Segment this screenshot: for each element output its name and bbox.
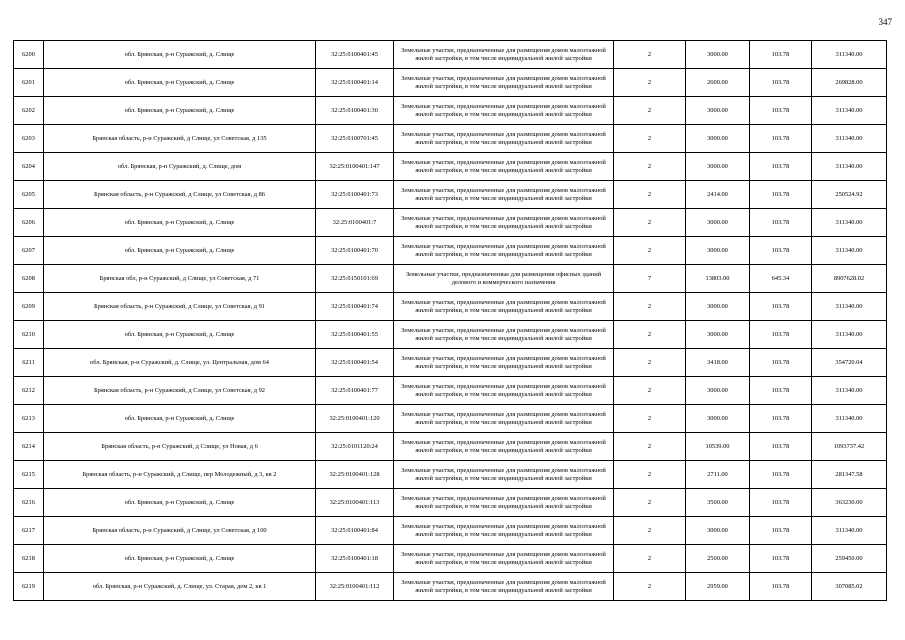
row-number: 6209 (14, 293, 44, 321)
group-cell: 2 (614, 41, 686, 69)
land-use-cell: Земельные участки, предназначенные для размещения домов малоэтажной жилой застройки, в том числе индивидуальной жилой застройки (394, 181, 614, 209)
table-row (14, 573, 887, 601)
address-cell: обл. Брянская, р-н Суражский, д. Слище (44, 489, 316, 517)
group-cell: 2 (614, 461, 686, 489)
group-cell: 2 (614, 321, 686, 349)
row-number: 6214 (14, 433, 44, 461)
specific-value-cell: 103.78 (750, 321, 812, 349)
cadastral-number-cell: 32:25:0100401:113 (316, 489, 394, 517)
address-cell: обл. Брянская, р-н Суражский, д. Слище (44, 97, 316, 125)
cadastral-number-cell: 32:25:0100401:30 (316, 97, 394, 125)
cadastral-value-cell: 311340.00 (812, 41, 887, 69)
land-use-cell: Земельные участки, предназначенные для размещения домов малоэтажной жилой застройки, в том числе индивидуальной жилой застройки (394, 377, 614, 405)
land-use-cell: Земельные участки, предназначенные для размещения домов малоэтажной жилой застройки, в том числе индивидуальной жилой застройки (394, 209, 614, 237)
row-number: 6207 (14, 237, 44, 265)
area-cell: 3000.00 (686, 293, 750, 321)
table-row (14, 461, 887, 489)
cadastral-number-cell: 32:25:0100401:73 (316, 181, 394, 209)
table-row (14, 209, 887, 237)
cadastral-value-cell: 311340.00 (812, 209, 887, 237)
address-cell: Брянская область, р-н Суражский, д Слище, ул Советская, д 92 (44, 377, 316, 405)
cadastral-number-cell: 32:25:0100401:45 (316, 41, 394, 69)
specific-value-cell: 103.78 (750, 237, 812, 265)
cadastral-number-cell: 32:25:0100701:45 (316, 125, 394, 153)
land-use-cell: Земельные участки, предназначенные для размещения домов малоэтажной жилой застройки, в том числе индивидуальной жилой застройки (394, 293, 614, 321)
land-use-cell: Земельные участки, предназначенные для размещения домов малоэтажной жилой застройки, в том числе индивидуальной жилой застройки (394, 69, 614, 97)
table-row (14, 69, 887, 97)
cadastral-value-cell: 311340.00 (812, 321, 887, 349)
area-cell: 13803.00 (686, 265, 750, 293)
cadastral-value-table (13, 40, 887, 601)
specific-value-cell: 103.78 (750, 97, 812, 125)
address-cell: обл. Брянская, р-н Суражский, д. Слище, ул. Старая, дом 2, кв 1 (44, 573, 316, 601)
table-row (14, 377, 887, 405)
land-use-cell: Земельные участки, предназначенные для размещения домов малоэтажной жилой застройки, в том числе индивидуальной жилой застройки (394, 573, 614, 601)
area-cell: 3000.00 (686, 97, 750, 125)
specific-value-cell: 645.34 (750, 265, 812, 293)
specific-value-cell: 103.78 (750, 125, 812, 153)
land-use-cell: Земельные участки, предназначенные для размещения домов малоэтажной жилой застройки, в том числе индивидуальной жилой застройки (394, 321, 614, 349)
address-cell: Брянская область, р-н Суражский, д Слище, ул Новая, д 6 (44, 433, 316, 461)
row-number: 6217 (14, 517, 44, 545)
specific-value-cell: 103.78 (750, 461, 812, 489)
table-row (14, 237, 887, 265)
row-number: 6200 (14, 41, 44, 69)
cadastral-value-cell: 311340.00 (812, 405, 887, 433)
address-cell: Брянская область, р-н Суражский, д Слище, ул Советская, д 91 (44, 293, 316, 321)
cadastral-value-cell: 311340.00 (812, 293, 887, 321)
area-cell: 3000.00 (686, 209, 750, 237)
cadastral-number-cell: 32:25:0100401:70 (316, 237, 394, 265)
group-cell: 7 (614, 265, 686, 293)
cadastral-number-cell: 32:25:0100401:74 (316, 293, 394, 321)
land-use-cell: Земельные участки, предназначенные для размещения домов малоэтажной жилой застройки, в том числе индивидуальной жилой застройки (394, 153, 614, 181)
land-use-cell: Земельные участки, предназначенные для размещения домов малоэтажной жилой застройки, в том числе индивидуальной жилой застройки (394, 545, 614, 573)
specific-value-cell: 103.78 (750, 489, 812, 517)
area-cell: 3000.00 (686, 321, 750, 349)
group-cell: 2 (614, 377, 686, 405)
row-number: 6208 (14, 265, 44, 293)
group-cell: 2 (614, 489, 686, 517)
cadastral-value-cell: 269828.00 (812, 69, 887, 97)
table-row (14, 41, 887, 69)
group-cell: 2 (614, 181, 686, 209)
specific-value-cell: 103.78 (750, 545, 812, 573)
address-cell: Брянская область, р-н Суражский, д Слище, пер Молодежный, д 3, кв 2 (44, 461, 316, 489)
area-cell: 2414.00 (686, 181, 750, 209)
cadastral-value-cell: 311340.00 (812, 377, 887, 405)
row-number: 6215 (14, 461, 44, 489)
table-row (14, 321, 887, 349)
cadastral-number-cell: 32:25:0100401:77 (316, 377, 394, 405)
area-cell: 3000.00 (686, 125, 750, 153)
address-cell: Брянская область, р-н Суражский, д Слище, ул Советская, д 100 (44, 517, 316, 545)
land-use-cell: Земельные участки, предназначенные для размещения домов малоэтажной жилой застройки, в том числе индивидуальной жилой застройки (394, 41, 614, 69)
row-number: 6210 (14, 321, 44, 349)
address-cell: обл. Брянская, р-н Суражский, д. Слище (44, 69, 316, 97)
page-number: 347 (878, 17, 892, 27)
area-cell: 3500.00 (686, 489, 750, 517)
specific-value-cell: 103.78 (750, 517, 812, 545)
specific-value-cell: 103.78 (750, 209, 812, 237)
group-cell: 2 (614, 349, 686, 377)
area-cell: 10539.00 (686, 433, 750, 461)
area-cell: 3000.00 (686, 153, 750, 181)
area-cell: 2600.00 (686, 69, 750, 97)
table-row (14, 97, 887, 125)
table-row (14, 181, 887, 209)
area-cell: 2711.00 (686, 461, 750, 489)
row-number: 6201 (14, 69, 44, 97)
cadastral-number-cell: 32:25:0100401:7 (316, 209, 394, 237)
area-cell: 3000.00 (686, 237, 750, 265)
cadastral-number-cell: 32:25:0100401:14 (316, 69, 394, 97)
cadastral-value-cell: 311340.00 (812, 237, 887, 265)
address-cell: обл. Брянская, р-н Суражский, д. Слище (44, 545, 316, 573)
cadastral-number-cell: 32:25:0100401:84 (316, 517, 394, 545)
land-use-cell: Земельные участки, предназначенные для размещения домов малоэтажной жилой застройки, в том числе индивидуальной жилой застройки (394, 489, 614, 517)
area-cell: 2959.00 (686, 573, 750, 601)
land-use-cell: Земельные участки, предназначенные для размещения домов малоэтажной жилой застройки, в том числе индивидуальной жилой застройки (394, 405, 614, 433)
land-use-cell: Земельные участки, предназначенные для размещения домов малоэтажной жилой застройки, в том числе индивидуальной жилой застройки (394, 433, 614, 461)
cadastral-number-cell: 32:25:0100401:147 (316, 153, 394, 181)
cadastral-number-cell: 32:25:0100401:18 (316, 545, 394, 573)
cadastral-value-cell: 8907628.02 (812, 265, 887, 293)
row-number: 6219 (14, 573, 44, 601)
group-cell: 2 (614, 69, 686, 97)
row-number: 6211 (14, 349, 44, 377)
table-row (14, 125, 887, 153)
cadastral-number-cell: 32:25:0100401:54 (316, 349, 394, 377)
group-cell: 2 (614, 125, 686, 153)
table-row (14, 265, 887, 293)
cadastral-value-cell: 311340.00 (812, 125, 887, 153)
table-body (14, 41, 887, 601)
row-number: 6218 (14, 545, 44, 573)
cadastral-number-cell: 32:25:0100401:112 (316, 573, 394, 601)
address-cell: обл. Брянская, р-н Суражский, д. Слище (44, 237, 316, 265)
specific-value-cell: 103.78 (750, 153, 812, 181)
land-use-cell: Земельные участки, предназначенные для размещения домов малоэтажной жилой застройки, в том числе индивидуальной жилой застройки (394, 237, 614, 265)
cadastral-value-cell: 307085.02 (812, 573, 887, 601)
area-cell: 3000.00 (686, 377, 750, 405)
group-cell: 2 (614, 545, 686, 573)
address-cell: обл. Брянская, р-н Суражский, д. Слище, ул. Центральная, дом 64 (44, 349, 316, 377)
specific-value-cell: 103.78 (750, 433, 812, 461)
group-cell: 2 (614, 209, 686, 237)
cadastral-value-cell: 363230.00 (812, 489, 887, 517)
group-cell: 2 (614, 97, 686, 125)
row-number: 6202 (14, 97, 44, 125)
address-cell: обл. Брянская, р-н Суражский, д. Слище, дом (44, 153, 316, 181)
cadastral-value-cell: 250524.92 (812, 181, 887, 209)
address-cell: Брянская обл, р-н Суражский, д Слище, ул Советская, д 71 (44, 265, 316, 293)
group-cell: 2 (614, 237, 686, 265)
area-cell: 3000.00 (686, 517, 750, 545)
land-use-cell: Земельные участки, предназначенные для размещения домов малоэтажной жилой застройки, в том числе индивидуальной жилой застройки (394, 97, 614, 125)
land-use-cell: Земельные участки, предназначенные для размещения домов малоэтажной жилой застройки, в том числе индивидуальной жилой застройки (394, 517, 614, 545)
specific-value-cell: 103.78 (750, 181, 812, 209)
group-cell: 2 (614, 405, 686, 433)
cadastral-value-cell: 1093737.42 (812, 433, 887, 461)
table-row (14, 293, 887, 321)
table-row (14, 545, 887, 573)
cadastral-value-cell: 311340.00 (812, 153, 887, 181)
group-cell: 2 (614, 517, 686, 545)
cadastral-number-cell: 32:25:0101120:24 (316, 433, 394, 461)
area-cell: 3000.00 (686, 41, 750, 69)
area-cell: 2500.00 (686, 545, 750, 573)
specific-value-cell: 103.78 (750, 69, 812, 97)
land-use-cell: Земельные участки, предназначенные для размещения домов малоэтажной жилой застройки, в том числе индивидуальной жилой застройки (394, 461, 614, 489)
row-number: 6213 (14, 405, 44, 433)
land-use-cell: Земельные участки, предназначенные для размещения домов малоэтажной жилой застройки, в том числе индивидуальной жилой застройки (394, 349, 614, 377)
row-number: 6204 (14, 153, 44, 181)
table-row (14, 349, 887, 377)
specific-value-cell: 103.78 (750, 41, 812, 69)
cadastral-number-cell: 32:25:0100401:128 (316, 461, 394, 489)
row-number: 6206 (14, 209, 44, 237)
table-row (14, 517, 887, 545)
land-use-cell: Земельные участки, предназначенные для размещения офисных зданий делового и коммерческого назначения (394, 265, 614, 293)
cadastral-value-cell: 311340.00 (812, 97, 887, 125)
group-cell: 2 (614, 573, 686, 601)
cadastral-number-cell: 32:25:0100401:55 (316, 321, 394, 349)
address-cell: обл. Брянская, р-н Суражский, д. Слище (44, 405, 316, 433)
table-row (14, 405, 887, 433)
specific-value-cell: 103.78 (750, 349, 812, 377)
row-number: 6205 (14, 181, 44, 209)
cadastral-value-cell: 354720.04 (812, 349, 887, 377)
address-cell: Брянская область, р-н Суражский, д Слище, ул Советская, д 135 (44, 125, 316, 153)
row-number: 6212 (14, 377, 44, 405)
row-number: 6216 (14, 489, 44, 517)
specific-value-cell: 103.78 (750, 405, 812, 433)
address-cell: обл. Брянская, р-н Суражский, д. Слище (44, 209, 316, 237)
cadastral-number-cell: 32:25:0150101:69 (316, 265, 394, 293)
cadastral-value-cell: 281347.58 (812, 461, 887, 489)
address-cell: обл. Брянская, р-н Суражский, д. Слище (44, 321, 316, 349)
cadastral-number-cell: 32:25:0100401:120 (316, 405, 394, 433)
table-row (14, 153, 887, 181)
address-cell: обл. Брянская, р-н Суражский, д. Слище (44, 41, 316, 69)
group-cell: 2 (614, 293, 686, 321)
group-cell: 2 (614, 153, 686, 181)
specific-value-cell: 103.78 (750, 573, 812, 601)
specific-value-cell: 103.78 (750, 377, 812, 405)
row-number: 6203 (14, 125, 44, 153)
specific-value-cell: 103.78 (750, 293, 812, 321)
area-cell: 3000.00 (686, 405, 750, 433)
group-cell: 2 (614, 433, 686, 461)
table-row (14, 489, 887, 517)
area-cell: 3418.00 (686, 349, 750, 377)
cadastral-value-cell: 311340.00 (812, 517, 887, 545)
cadastral-value-cell: 259450.00 (812, 545, 887, 573)
land-use-cell: Земельные участки, предназначенные для размещения домов малоэтажной жилой застройки, в том числе индивидуальной жилой застройки (394, 125, 614, 153)
table-row (14, 433, 887, 461)
address-cell: Брянская область, р-н Суражский, д Слище, ул Советская, д 86 (44, 181, 316, 209)
